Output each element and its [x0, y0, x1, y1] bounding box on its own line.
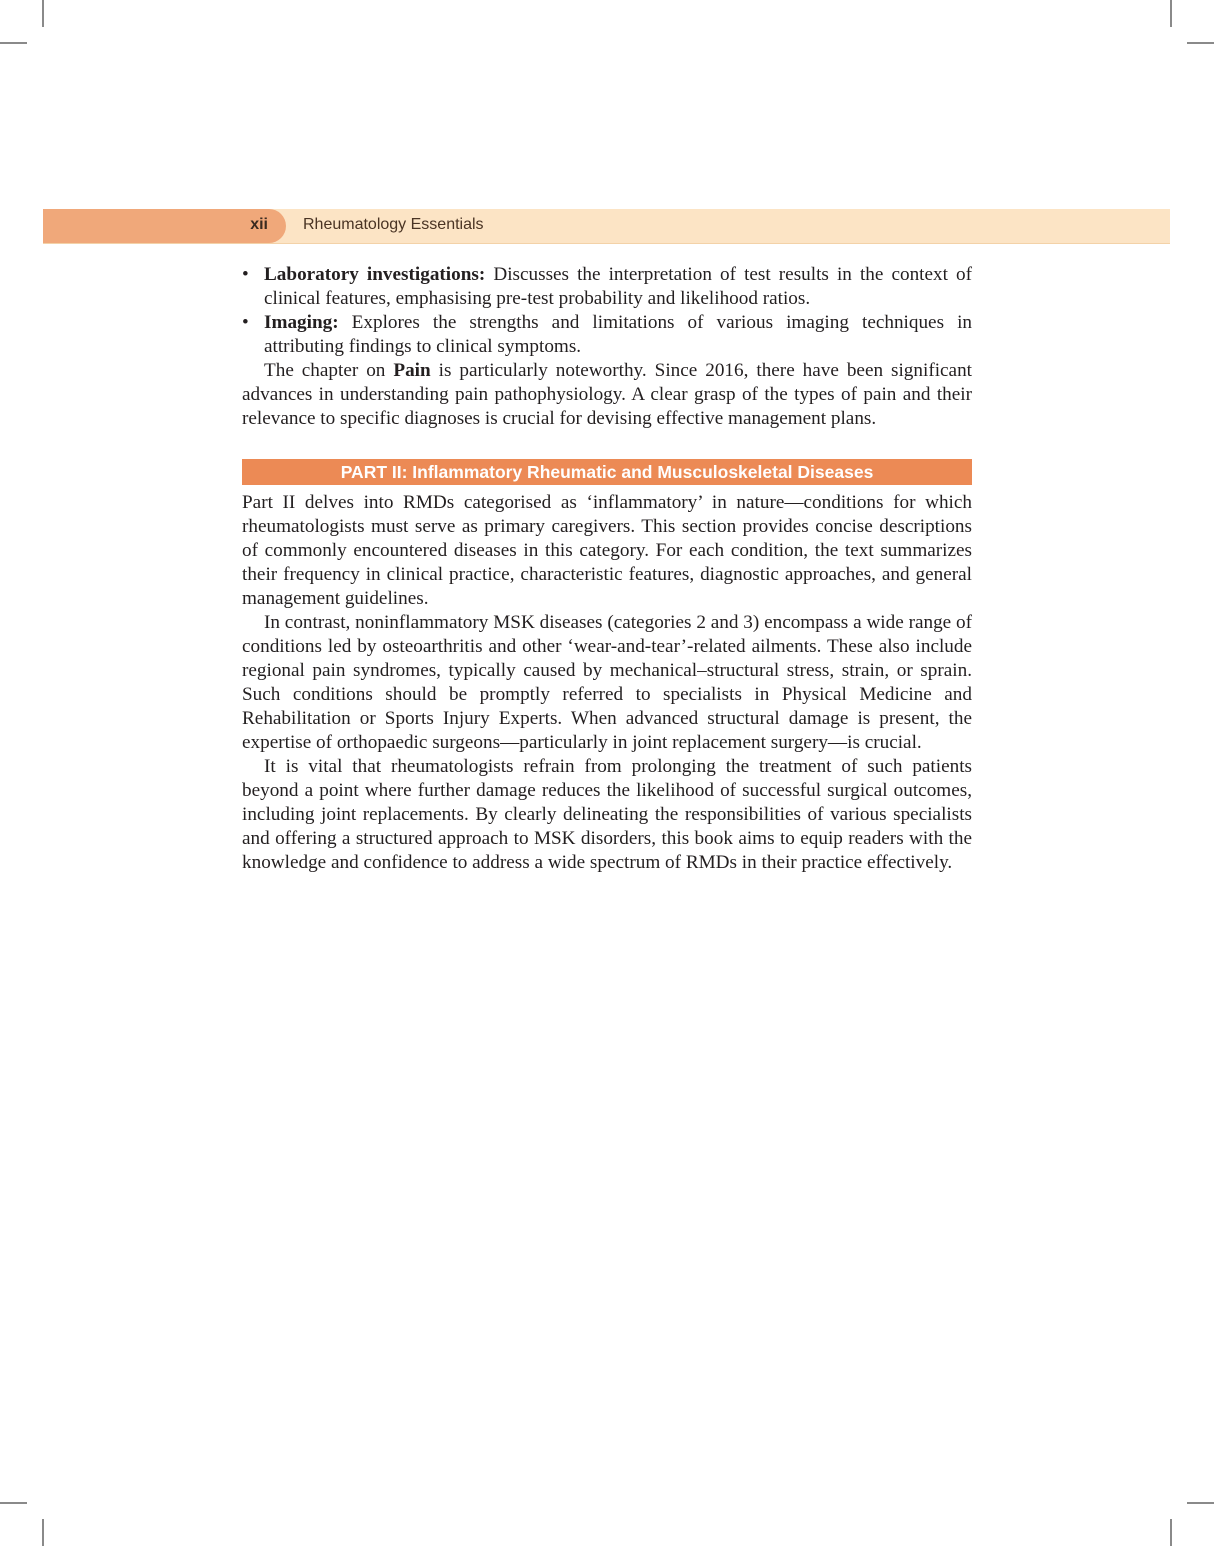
list-item-laboratory	[242, 263, 972, 311]
crop-mark-bottom-left-horizontal	[0, 1502, 27, 1504]
page-number: xii	[250, 216, 268, 233]
crop-mark-top-left-horizontal	[0, 42, 27, 44]
crop-mark-top-right-horizontal	[1187, 42, 1214, 44]
paragraph-part-ii-intro: Part II delves into RMDs categorised as ‘inflammatory’ in nature—conditions for which rheumatologists must serve as primary caregivers. This section provides concise descriptions of commonly encountered diseases in this category. For each condition, the text summarizes their frequency in clinical practice, characteristic features, diagnostic approaches, and general management guidelines.	[242, 492, 972, 609]
crop-mark-bottom-right-vertical	[1170, 1519, 1172, 1546]
emphasis-pain: Pain	[393, 360, 431, 381]
paragraph-text: The chapter on	[264, 360, 394, 381]
list-item-term: Laboratory investigations:	[264, 264, 486, 285]
crop-mark-top-left-vertical	[42, 0, 44, 27]
running-head	[43, 209, 1170, 244]
list-item-term: Imaging:	[264, 312, 339, 333]
part-heading-banner: PART II: Inflammatory Rheumatic and Musculoskeletal Diseases	[242, 459, 972, 485]
paragraph-noninflammatory: In contrast, noninflammatory MSK diseases (categories 2 and 3) encompass a wide range of conditions led by osteoarthritis and other ‘wear-and-tear’-related ailments. These also include regional pain syndromes, typically caused by mechanical–structural stress, strain, or sprain. Such conditions should be promptly referred to specialists in Physical Medicine and Rehabilitation or Sports Injury Experts. When advanced structural damage is present, the expertise of orthopaedic surgeons—particularly in joint replacement surgery—is crucial.	[242, 612, 972, 753]
crop-mark-top-right-vertical	[1170, 0, 1172, 27]
list-item-text: Explores the strengths and limitations of various imaging techniques in attributing findings to clinical symptoms.	[264, 312, 972, 357]
list-item-text: Discusses the interpretation of test results in the context of clinical features, emphasising pre-test probability and likelihood ratios.	[264, 264, 972, 309]
paragraph-text: is particularly noteworthy. Since 2016, there have been significant advances in understanding pain pathophysiology. A clear grasp of the types of pain and their relevance to specific diagnoses is crucial for devising effective management plans.	[242, 360, 972, 429]
bullet-icon: •	[242, 264, 249, 285]
crop-mark-bottom-left-vertical	[42, 1519, 44, 1546]
page-number-tab	[43, 209, 286, 243]
bullet-icon: •	[242, 312, 249, 333]
paragraph-pain	[242, 359, 972, 431]
paragraph-conclusion: It is vital that rheumatologists refrain from prolonging the treatment of such patients beyond a point where further damage reduces the likelihood of successful surgical outcomes, including joint replacements. By clearly delineating the responsibilities of various specialists and offering a structured approach to MSK disorders, this book aims to equip readers with the knowledge and confidence to address a wide spectrum of RMDs in their practice effectively.	[242, 756, 972, 873]
crop-mark-bottom-right-horizontal	[1187, 1502, 1214, 1504]
feature-list	[242, 263, 972, 359]
book-title: Rheumatology Essentials	[303, 216, 484, 233]
page-body	[242, 263, 972, 875]
list-item-imaging	[242, 311, 972, 359]
